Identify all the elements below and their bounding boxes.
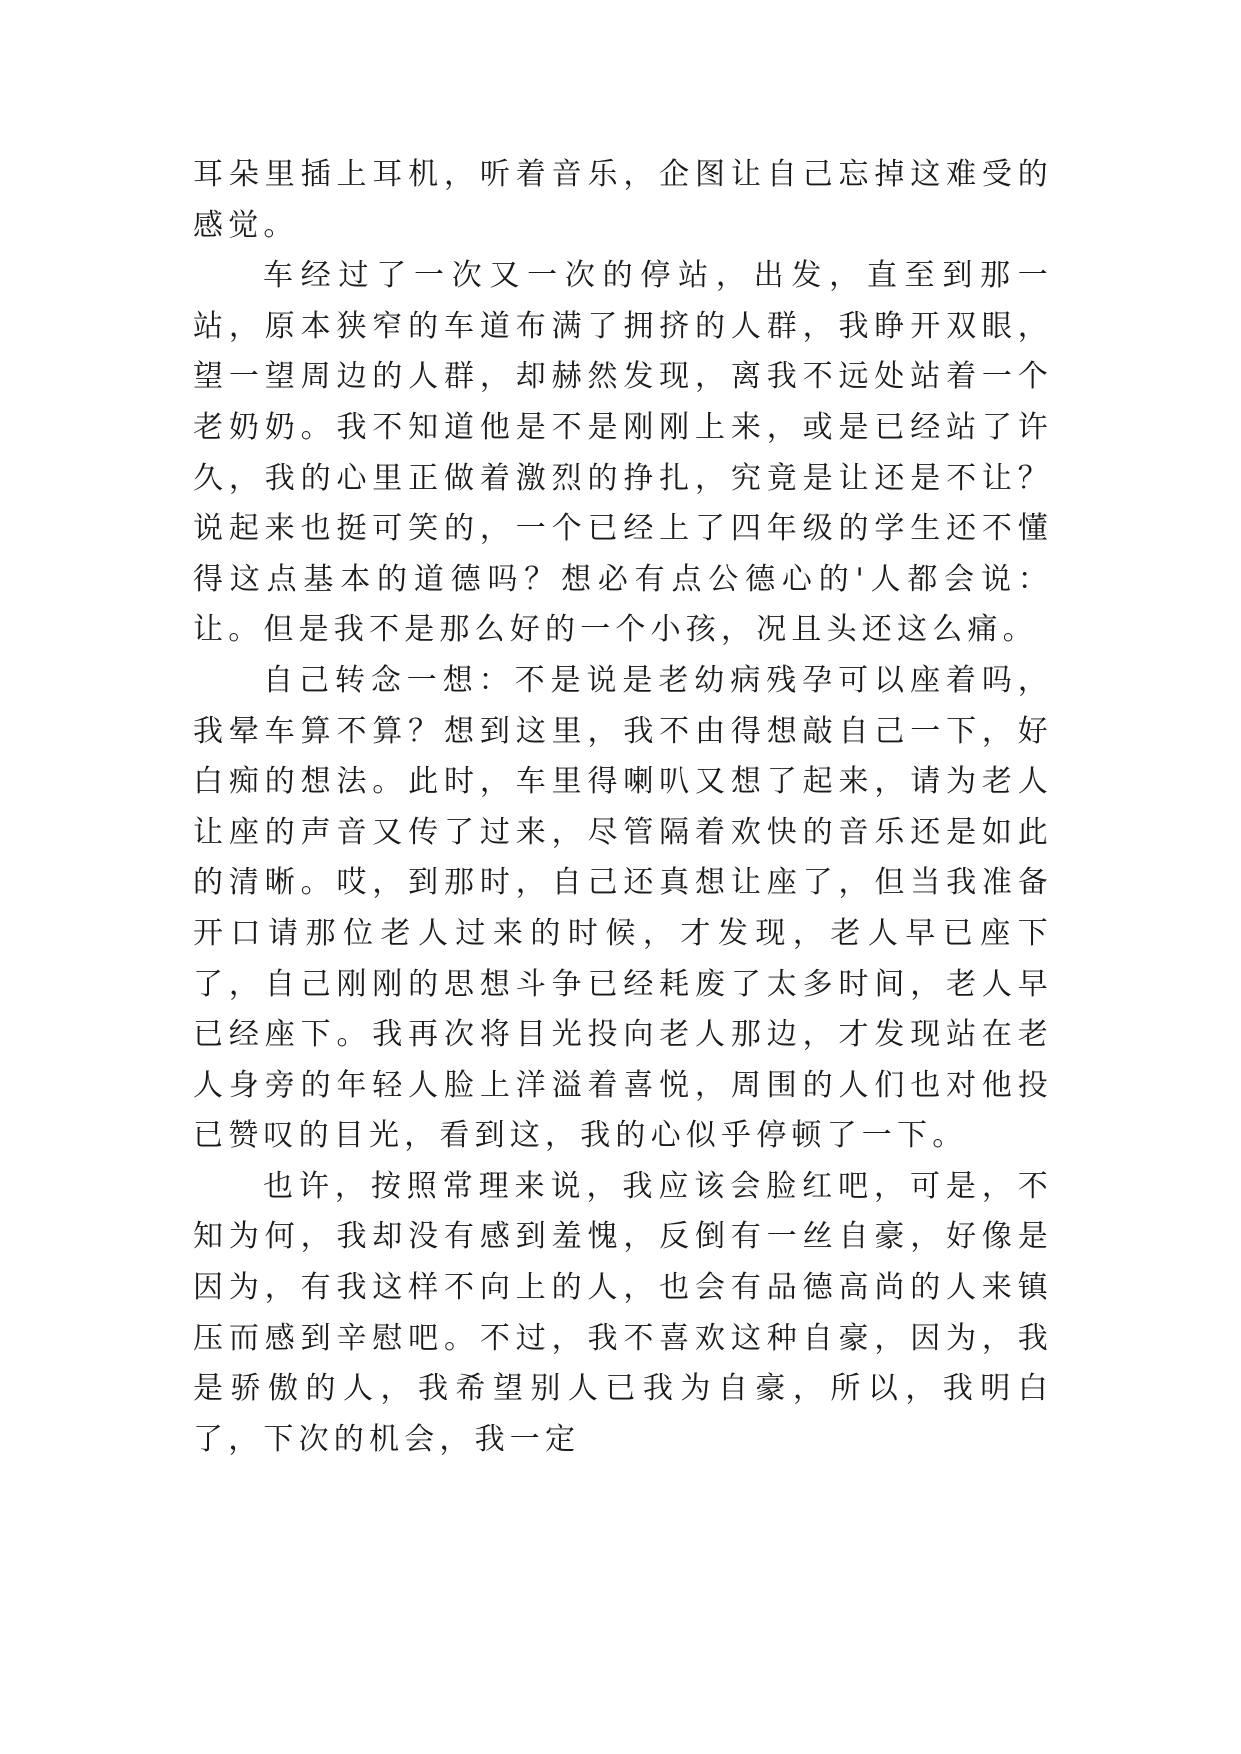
paragraph-2: 车经过了一次又一次的停站，出发，直至到那一站，原本狭窄的车道布满了拥挤的人群，我睁开双眼，望一望周边的人群，却赫然发现，离我不远处站着一个老奶奶。我不知道他是不是刚刚上来，或是已经站了许久，我的心里正做着激烈的挣扎，究竟是让还是不让？说起来也挺可笑的，一个已经上了四年级的学生还不懂得这点基本的道德吗？想必有点公德心的'人都会说：让。但是我不是那么好的一个小孩，况且头还这么痛。 — [193, 258, 1053, 648]
body-text — [193, 150, 1053, 1465]
paragraph-4: 也许，按照常理来说，我应该会脸红吧，可是，不知为何，我却没有感到羞愧，反倒有一丝自豪，好像是因为，有我这样不向上的人，也会有品德高尚的人来镇压而感到辛慰吧。不过，我不喜欢这种自豪，因为，我是骄傲的人，我希望别人已我为自豪，所以，我明白了，下次的机会，我一定 — [193, 1168, 1053, 1457]
paragraph-3: 自己转念一想：不是说是老幼病残孕可以座着吗，我晕车算不算？想到这里，我不由得想敲自己一下，好白痴的想法。此时，车里得喇叭又想了起来，请为老人让座的声音又传了过来，尽管隔着欢快的音乐还是如此的清晰。哎，到那时，自己还真想让座了，但当我准备开口请那位老人过来的时候，才发现，老人早已座下了，自己刚刚的思想斗争已经耗废了太多时间，老人早已经座下。我再次将目光投向老人那边，才发现站在老人身旁的年轻人脸上洋溢着喜悦，周围的人们也对他投已赞叹的目光，看到这，我的心似乎停顿了一下。 — [193, 662, 1053, 1154]
paragraph-1: 耳朵里插上耳机，听着音乐，企图让自己忘掉这难受的感觉。 — [193, 157, 1053, 243]
